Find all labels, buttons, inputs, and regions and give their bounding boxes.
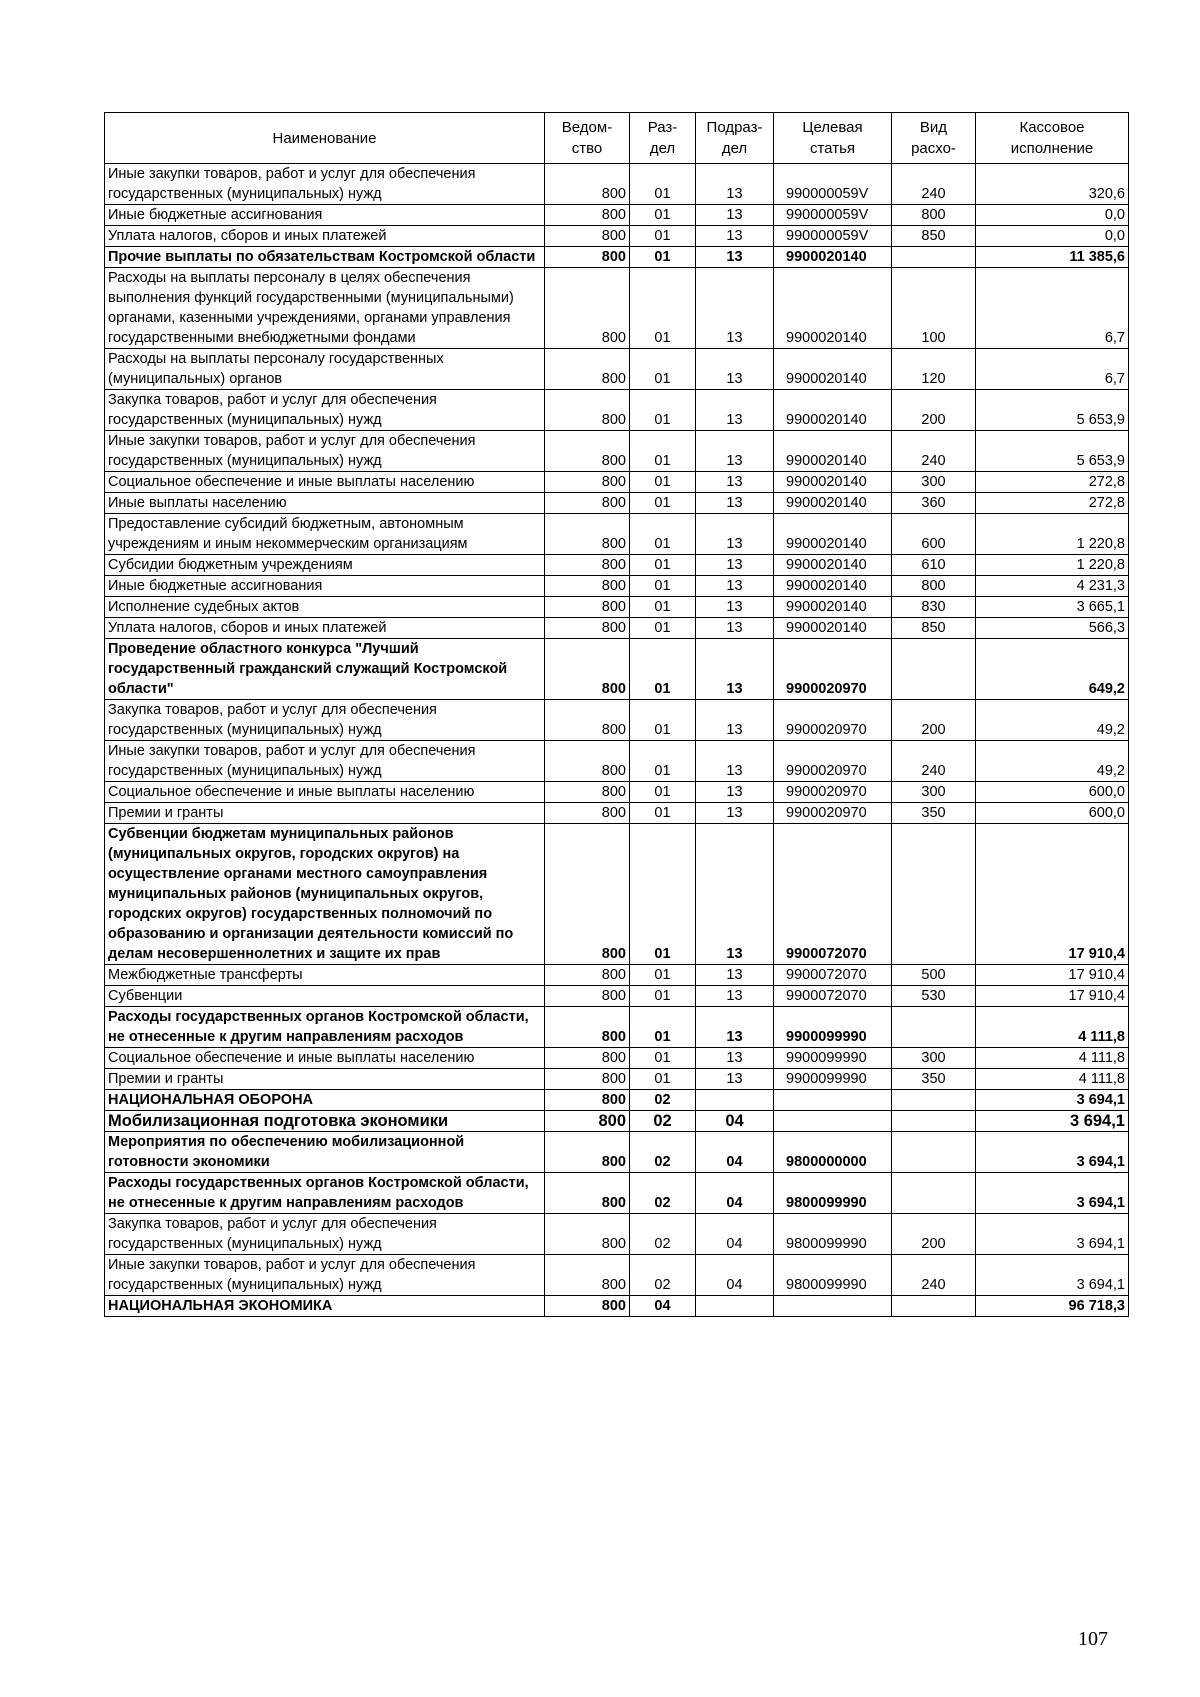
cell-podrazdel: 13 [696, 639, 774, 700]
cell-amount: 600,0 [976, 803, 1129, 824]
cell-amount: 49,2 [976, 700, 1129, 741]
cell-target: 9900072070 [774, 986, 892, 1007]
cell-amount: 3 694,1 [976, 1173, 1129, 1214]
cell-amount: 3 665,1 [976, 597, 1129, 618]
table-row [105, 741, 1129, 782]
cell-ved: 800 [545, 1132, 630, 1173]
cell-razdel: 01 [630, 639, 696, 700]
cell-amount: 3 694,1 [976, 1111, 1129, 1132]
cell-name: Расходы на выплаты персоналу в целях обеспечения выполнения функций государственными (муниципальными) органами, казенными учреждениями, органами управления государственными внебюджетными фондами [105, 268, 545, 349]
cell-amount: 4 111,8 [976, 1048, 1129, 1069]
cell-name: Закупка товаров, работ и услуг для обеспечения государственных (муниципальных) нужд [105, 700, 545, 741]
cell-ved: 800 [545, 205, 630, 226]
cell-ved: 800 [545, 782, 630, 803]
table-header-row [105, 113, 1129, 164]
cell-razdel: 01 [630, 1069, 696, 1090]
cell-razdel: 01 [630, 493, 696, 514]
cell-podrazdel: 04 [696, 1173, 774, 1214]
cell-amount: 0,0 [976, 205, 1129, 226]
cell-razdel: 01 [630, 431, 696, 472]
cell-vid: 300 [892, 782, 976, 803]
header-target: Целевая статья [774, 113, 892, 164]
cell-target: 9900072070 [774, 824, 892, 965]
cell-name: Премии и гранты [105, 803, 545, 824]
table-row [105, 431, 1129, 472]
table-row [105, 700, 1129, 741]
cell-razdel: 01 [630, 226, 696, 247]
cell-podrazdel: 04 [696, 1132, 774, 1173]
table-row [105, 555, 1129, 576]
cell-name: Социальное обеспечение и иные выплаты населению [105, 472, 545, 493]
cell-ved: 800 [545, 965, 630, 986]
cell-podrazdel: 13 [696, 205, 774, 226]
cell-vid: 300 [892, 472, 976, 493]
cell-target: 9900020140 [774, 618, 892, 639]
cell-razdel: 02 [630, 1111, 696, 1132]
cell-vid: 800 [892, 205, 976, 226]
table-row [105, 803, 1129, 824]
cell-amount: 3 694,1 [976, 1255, 1129, 1296]
cell-target: 9900020140 [774, 472, 892, 493]
cell-target: 9900020140 [774, 597, 892, 618]
table-row [105, 1111, 1129, 1132]
cell-razdel: 01 [630, 1007, 696, 1048]
cell-vid: 120 [892, 349, 976, 390]
table-row [105, 349, 1129, 390]
cell-name: Иные закупки товаров, работ и услуг для обеспечения государственных (муниципальных) нужд [105, 164, 545, 205]
cell-vid: 850 [892, 226, 976, 247]
cell-ved: 800 [545, 597, 630, 618]
cell-target: 9800099990 [774, 1255, 892, 1296]
cell-name: Иные закупки товаров, работ и услуг для обеспечения государственных (муниципальных) нужд [105, 1255, 545, 1296]
table-row [105, 639, 1129, 700]
cell-vid: 200 [892, 390, 976, 431]
cell-name: Мероприятия по обеспечению мобилизационной готовности экономики [105, 1132, 545, 1173]
cell-podrazdel: 13 [696, 618, 774, 639]
cell-target: 9900020140 [774, 431, 892, 472]
cell-ved: 800 [545, 576, 630, 597]
cell-vid: 530 [892, 986, 976, 1007]
cell-podrazdel: 13 [696, 431, 774, 472]
cell-razdel: 02 [630, 1132, 696, 1173]
cell-target: 9900020140 [774, 514, 892, 555]
cell-target: 9900020970 [774, 741, 892, 782]
cell-name: Субвенции бюджетам муниципальных районов (муниципальных округов, городских округов) на осуществление органами местного самоуправления муниципальных районов (муниципальных округов, городских округов) государственных полномочий по образованию и организации деятельности комиссий по делам несовершеннолетних и защите их прав [105, 824, 545, 965]
cell-ved: 800 [545, 431, 630, 472]
cell-podrazdel [696, 1090, 774, 1111]
cell-ved: 800 [545, 1069, 630, 1090]
cell-name: Субвенции [105, 986, 545, 1007]
cell-vid: 800 [892, 576, 976, 597]
table-row [105, 1007, 1129, 1048]
table-row [105, 782, 1129, 803]
cell-ved: 800 [545, 247, 630, 268]
cell-amount: 5 653,9 [976, 390, 1129, 431]
cell-podrazdel: 13 [696, 1048, 774, 1069]
cell-amount: 5 653,9 [976, 431, 1129, 472]
cell-target: 9900020970 [774, 639, 892, 700]
cell-razdel: 01 [630, 965, 696, 986]
cell-podrazdel: 13 [696, 514, 774, 555]
table-row [105, 514, 1129, 555]
table-row [105, 1173, 1129, 1214]
cell-podrazdel: 13 [696, 247, 774, 268]
cell-amount: 600,0 [976, 782, 1129, 803]
cell-name: Субсидии бюджетным учреждениям [105, 555, 545, 576]
cell-name: Межбюджетные трансферты [105, 965, 545, 986]
cell-vid [892, 1090, 976, 1111]
cell-amount: 17 910,4 [976, 824, 1129, 965]
cell-podrazdel: 13 [696, 597, 774, 618]
cell-razdel: 01 [630, 268, 696, 349]
cell-podrazdel: 13 [696, 965, 774, 986]
cell-razdel: 01 [630, 824, 696, 965]
cell-razdel: 02 [630, 1090, 696, 1111]
cell-amount: 1 220,8 [976, 555, 1129, 576]
cell-amount: 566,3 [976, 618, 1129, 639]
table-row [105, 164, 1129, 205]
cell-amount: 3 694,1 [976, 1132, 1129, 1173]
cell-ved: 800 [545, 1111, 630, 1132]
cell-name: Иные выплаты населению [105, 493, 545, 514]
cell-name: Закупка товаров, работ и услуг для обеспечения государственных (муниципальных) нужд [105, 1214, 545, 1255]
cell-ved: 800 [545, 1214, 630, 1255]
cell-vid: 610 [892, 555, 976, 576]
cell-vid [892, 1007, 976, 1048]
header-vid: Вид расхо- [892, 113, 976, 164]
cell-name: Расходы государственных органов Костромской области, не отнесенные к другим направлениям расходов [105, 1173, 545, 1214]
cell-target [774, 1111, 892, 1132]
cell-ved: 800 [545, 390, 630, 431]
page-number: 107 [1078, 1628, 1108, 1650]
cell-ved: 800 [545, 618, 630, 639]
cell-vid: 350 [892, 1069, 976, 1090]
cell-name: Расходы на выплаты персоналу государственных (муниципальных) органов [105, 349, 545, 390]
cell-target: 9900099990 [774, 1007, 892, 1048]
cell-amount: 49,2 [976, 741, 1129, 782]
header-ved: Ведом- ство [545, 113, 630, 164]
cell-vid: 500 [892, 965, 976, 986]
table-row [105, 1048, 1129, 1069]
cell-name: Прочие выплаты по обязательствам Костромской области [105, 247, 545, 268]
cell-razdel: 01 [630, 164, 696, 205]
cell-amount: 6,7 [976, 349, 1129, 390]
cell-target: 9900020140 [774, 493, 892, 514]
cell-ved: 800 [545, 555, 630, 576]
header-amount: Кассовое исполнение [976, 113, 1129, 164]
cell-target: 990000059V [774, 164, 892, 205]
cell-vid: 240 [892, 741, 976, 782]
cell-vid: 830 [892, 597, 976, 618]
cell-name: Уплата налогов, сборов и иных платежей [105, 226, 545, 247]
table-row [105, 986, 1129, 1007]
cell-amount: 272,8 [976, 472, 1129, 493]
cell-razdel: 01 [630, 741, 696, 782]
cell-name: НАЦИОНАЛЬНАЯ ОБОРОНА [105, 1090, 545, 1111]
cell-amount: 320,6 [976, 164, 1129, 205]
cell-target: 9900020140 [774, 247, 892, 268]
cell-target: 9900020140 [774, 349, 892, 390]
cell-podrazdel: 13 [696, 1007, 774, 1048]
cell-podrazdel: 13 [696, 741, 774, 782]
table-row [105, 597, 1129, 618]
cell-podrazdel: 13 [696, 824, 774, 965]
header-name: Наименование [105, 113, 545, 164]
cell-podrazdel: 13 [696, 803, 774, 824]
cell-ved: 800 [545, 1296, 630, 1317]
cell-target: 990000059V [774, 226, 892, 247]
cell-target: 9900020140 [774, 268, 892, 349]
cell-target: 9800099990 [774, 1214, 892, 1255]
cell-target: 9900020970 [774, 782, 892, 803]
cell-ved: 800 [545, 472, 630, 493]
cell-podrazdel: 13 [696, 576, 774, 597]
table-row [105, 472, 1129, 493]
cell-vid [892, 1111, 976, 1132]
cell-razdel: 02 [630, 1255, 696, 1296]
cell-podrazdel: 04 [696, 1214, 774, 1255]
cell-name: Уплата налогов, сборов и иных платежей [105, 618, 545, 639]
cell-podrazdel: 04 [696, 1255, 774, 1296]
cell-razdel: 02 [630, 1173, 696, 1214]
cell-amount: 272,8 [976, 493, 1129, 514]
cell-podrazdel: 13 [696, 164, 774, 205]
cell-amount: 11 385,6 [976, 247, 1129, 268]
cell-razdel: 01 [630, 986, 696, 1007]
cell-podrazdel: 13 [696, 782, 774, 803]
cell-razdel: 01 [630, 472, 696, 493]
table-row [105, 493, 1129, 514]
cell-ved: 800 [545, 493, 630, 514]
cell-ved: 800 [545, 268, 630, 349]
cell-razdel: 01 [630, 803, 696, 824]
table-row [105, 1090, 1129, 1111]
cell-ved: 800 [545, 1173, 630, 1214]
cell-amount: 4 111,8 [976, 1007, 1129, 1048]
cell-razdel: 01 [630, 1048, 696, 1069]
cell-razdel: 01 [630, 597, 696, 618]
cell-podrazdel: 13 [696, 349, 774, 390]
cell-amount: 1 220,8 [976, 514, 1129, 555]
cell-ved: 800 [545, 1090, 630, 1111]
cell-podrazdel: 13 [696, 472, 774, 493]
cell-target [774, 1296, 892, 1317]
cell-ved: 800 [545, 164, 630, 205]
cell-razdel: 01 [630, 576, 696, 597]
cell-name: Предоставление субсидий бюджетным, автономным учреждениям и иным некоммерческим организациям [105, 514, 545, 555]
cell-ved: 800 [545, 226, 630, 247]
cell-razdel: 01 [630, 247, 696, 268]
cell-podrazdel: 13 [696, 268, 774, 349]
cell-razdel: 02 [630, 1214, 696, 1255]
cell-target: 9900020970 [774, 700, 892, 741]
cell-podrazdel: 04 [696, 1111, 774, 1132]
cell-name: Иные закупки товаров, работ и услуг для обеспечения государственных (муниципальных) нужд [105, 431, 545, 472]
cell-podrazdel: 13 [696, 226, 774, 247]
table-row [105, 1132, 1129, 1173]
table-row [105, 268, 1129, 349]
table-row [105, 824, 1129, 965]
cell-target: 9800000000 [774, 1132, 892, 1173]
cell-podrazdel: 13 [696, 555, 774, 576]
cell-amount: 17 910,4 [976, 965, 1129, 986]
cell-vid: 100 [892, 268, 976, 349]
cell-vid: 200 [892, 1214, 976, 1255]
cell-name: Премии и гранты [105, 1069, 545, 1090]
cell-name: Социальное обеспечение и иные выплаты населению [105, 1048, 545, 1069]
cell-ved: 800 [545, 514, 630, 555]
cell-amount: 3 694,1 [976, 1214, 1129, 1255]
cell-vid: 300 [892, 1048, 976, 1069]
cell-podrazdel: 13 [696, 700, 774, 741]
cell-vid: 600 [892, 514, 976, 555]
cell-razdel: 01 [630, 555, 696, 576]
cell-ved: 800 [545, 639, 630, 700]
cell-razdel: 01 [630, 618, 696, 639]
cell-amount: 4 111,8 [976, 1069, 1129, 1090]
budget-execution-table [104, 112, 1129, 1317]
cell-ved: 800 [545, 349, 630, 390]
cell-podrazdel: 13 [696, 1069, 774, 1090]
table-row [105, 1214, 1129, 1255]
cell-ved: 800 [545, 700, 630, 741]
cell-target [774, 1090, 892, 1111]
cell-vid: 240 [892, 164, 976, 205]
table-row [105, 618, 1129, 639]
cell-vid: 240 [892, 431, 976, 472]
cell-name: Исполнение судебных актов [105, 597, 545, 618]
cell-amount: 17 910,4 [976, 986, 1129, 1007]
table-body [105, 164, 1129, 1317]
cell-vid [892, 824, 976, 965]
cell-name: НАЦИОНАЛЬНАЯ ЭКОНОМИКА [105, 1296, 545, 1317]
header-podrazdel: Подраз- дел [696, 113, 774, 164]
cell-amount: 96 718,3 [976, 1296, 1129, 1317]
cell-target: 9900099990 [774, 1069, 892, 1090]
cell-name: Социальное обеспечение и иные выплаты населению [105, 782, 545, 803]
cell-vid [892, 247, 976, 268]
cell-razdel: 01 [630, 205, 696, 226]
cell-vid [892, 1132, 976, 1173]
cell-vid [892, 639, 976, 700]
cell-name: Проведение областного конкурса "Лучший государственный гражданский служащий Костромской области" [105, 639, 545, 700]
header-razdel: Раз- дел [630, 113, 696, 164]
cell-razdel: 04 [630, 1296, 696, 1317]
cell-name: Иные бюджетные ассигнования [105, 205, 545, 226]
cell-ved: 800 [545, 1048, 630, 1069]
cell-name: Иные закупки товаров, работ и услуг для обеспечения государственных (муниципальных) нужд [105, 741, 545, 782]
cell-ved: 800 [545, 803, 630, 824]
cell-target: 9900020140 [774, 576, 892, 597]
cell-razdel: 01 [630, 349, 696, 390]
table-row [105, 1069, 1129, 1090]
cell-target: 9900020140 [774, 390, 892, 431]
cell-ved: 800 [545, 1255, 630, 1296]
cell-vid: 200 [892, 700, 976, 741]
cell-target: 9800099990 [774, 1173, 892, 1214]
table-row [105, 1296, 1129, 1317]
table-row [105, 205, 1129, 226]
cell-podrazdel: 13 [696, 390, 774, 431]
cell-podrazdel: 13 [696, 986, 774, 1007]
cell-vid: 240 [892, 1255, 976, 1296]
cell-name: Мобилизационная подготовка экономики [105, 1111, 545, 1132]
cell-podrazdel: 13 [696, 493, 774, 514]
cell-target: 9900099990 [774, 1048, 892, 1069]
table-row [105, 965, 1129, 986]
cell-name: Расходы государственных органов Костромской области, не отнесенные к другим направлениям расходов [105, 1007, 545, 1048]
table-row [105, 1255, 1129, 1296]
table-row [105, 247, 1129, 268]
cell-amount: 0,0 [976, 226, 1129, 247]
cell-amount: 3 694,1 [976, 1090, 1129, 1111]
cell-amount: 649,2 [976, 639, 1129, 700]
cell-razdel: 01 [630, 782, 696, 803]
cell-target: 990000059V [774, 205, 892, 226]
cell-vid [892, 1296, 976, 1317]
cell-amount: 4 231,3 [976, 576, 1129, 597]
cell-razdel: 01 [630, 514, 696, 555]
cell-name: Закупка товаров, работ и услуг для обеспечения государственных (муниципальных) нужд [105, 390, 545, 431]
cell-name: Иные бюджетные ассигнования [105, 576, 545, 597]
cell-vid: 360 [892, 493, 976, 514]
cell-target: 9900020970 [774, 803, 892, 824]
table-row [105, 390, 1129, 431]
cell-ved: 800 [545, 1007, 630, 1048]
cell-razdel: 01 [630, 700, 696, 741]
cell-vid [892, 1173, 976, 1214]
table-row [105, 226, 1129, 247]
cell-target: 9900020140 [774, 555, 892, 576]
cell-target: 9900072070 [774, 965, 892, 986]
cell-ved: 800 [545, 741, 630, 782]
cell-ved: 800 [545, 824, 630, 965]
cell-ved: 800 [545, 986, 630, 1007]
table-row [105, 576, 1129, 597]
cell-vid: 850 [892, 618, 976, 639]
cell-vid: 350 [892, 803, 976, 824]
cell-amount: 6,7 [976, 268, 1129, 349]
cell-podrazdel [696, 1296, 774, 1317]
cell-razdel: 01 [630, 390, 696, 431]
